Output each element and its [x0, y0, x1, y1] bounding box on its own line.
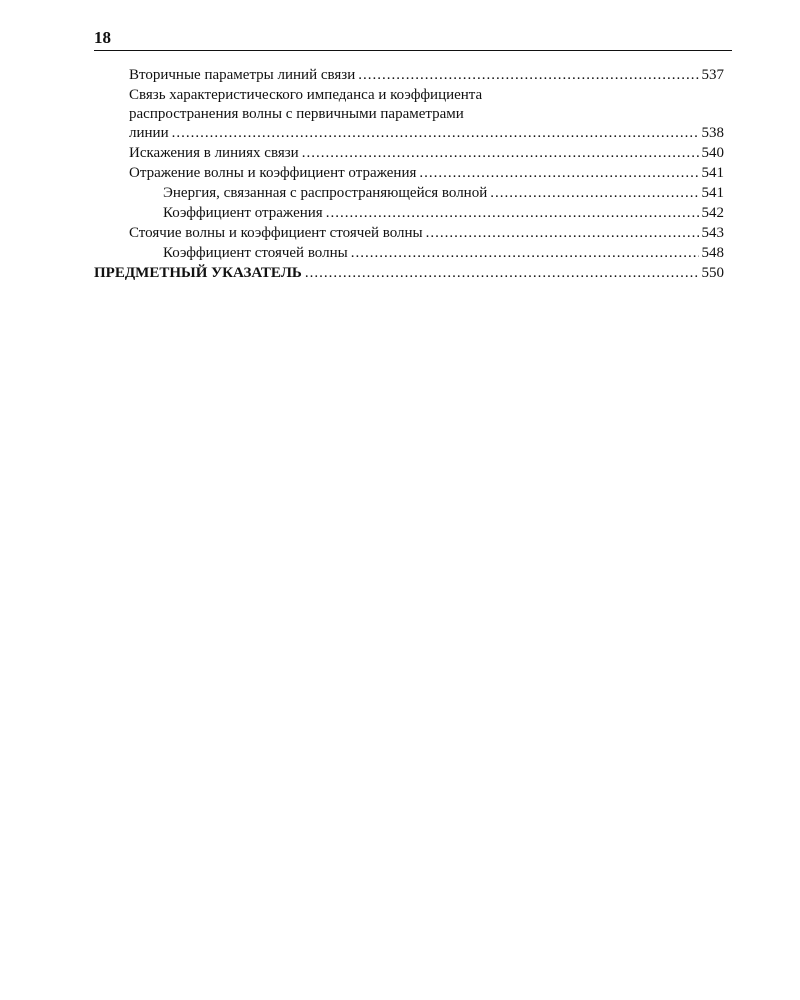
toc-entry [94, 66, 724, 85]
toc-dot-leader [358, 66, 698, 85]
toc-entry [94, 164, 724, 183]
toc-entry-page: 537 [701, 67, 724, 83]
toc-entry-line [129, 66, 724, 85]
toc-entry-line [129, 224, 724, 243]
toc-entry [94, 224, 724, 243]
toc-entry-title: Коэффициент стоячей волны [163, 245, 348, 261]
toc-entry-title: Искажения в линиях связи [129, 145, 299, 161]
toc-dot-leader [302, 144, 699, 163]
toc-entry-page: 548 [701, 245, 724, 261]
toc-entry-page: 540 [701, 145, 724, 161]
toc-entry [94, 264, 724, 283]
toc-entry-page: 541 [701, 185, 724, 201]
toc-entry-title: Отражение волны и коэффициент отражения [129, 165, 417, 181]
toc-dot-leader [351, 244, 699, 263]
toc-entry-line [163, 184, 724, 203]
toc-entry-title-line: Связь характеристического импеданса и коэффициента [129, 87, 483, 103]
toc-entry-page: 550 [701, 265, 724, 281]
toc-entry [94, 86, 724, 143]
toc-dot-leader [305, 264, 699, 283]
toc-entry-title: линии [129, 125, 169, 141]
toc-entry-title: ПРЕДМЕТНЫЙ УКАЗАТЕЛЬ [94, 265, 302, 281]
toc-dot-leader [426, 224, 699, 243]
toc-entry-page: 538 [701, 125, 724, 141]
toc-dot-leader [172, 124, 699, 143]
toc-entry-title: Энергия, связанная с распространяющейся волной [163, 185, 488, 201]
toc-entry-title: Стоячие волны и коэффициент стоячей волны [129, 225, 423, 241]
toc-entry-title-line: распространения волны с первичными параметрами [129, 106, 464, 122]
toc-entry-title: Вторичные параметры линий связи [129, 67, 356, 83]
toc-entry-line [163, 244, 724, 263]
toc-entry-page: 541 [701, 165, 724, 181]
toc-entry [94, 204, 724, 223]
toc-entry-line [129, 144, 724, 163]
toc-entry-page: 543 [701, 225, 724, 241]
header-rule [94, 50, 732, 51]
toc-entry-line [163, 204, 724, 223]
page-number: 18 [94, 28, 111, 47]
toc-entry-page: 542 [701, 205, 724, 221]
toc-entry-line [129, 124, 724, 143]
table-of-contents [94, 66, 724, 284]
toc-entry-title: Коэффициент отражения [163, 205, 323, 221]
toc-dot-leader [419, 164, 698, 183]
toc-dot-leader [490, 184, 698, 203]
toc-entry-line [129, 164, 724, 183]
toc-dot-leader [326, 204, 699, 223]
toc-entry [94, 244, 724, 263]
toc-entry-line [94, 264, 724, 283]
toc-entry [94, 184, 724, 203]
toc-entry [94, 144, 724, 163]
